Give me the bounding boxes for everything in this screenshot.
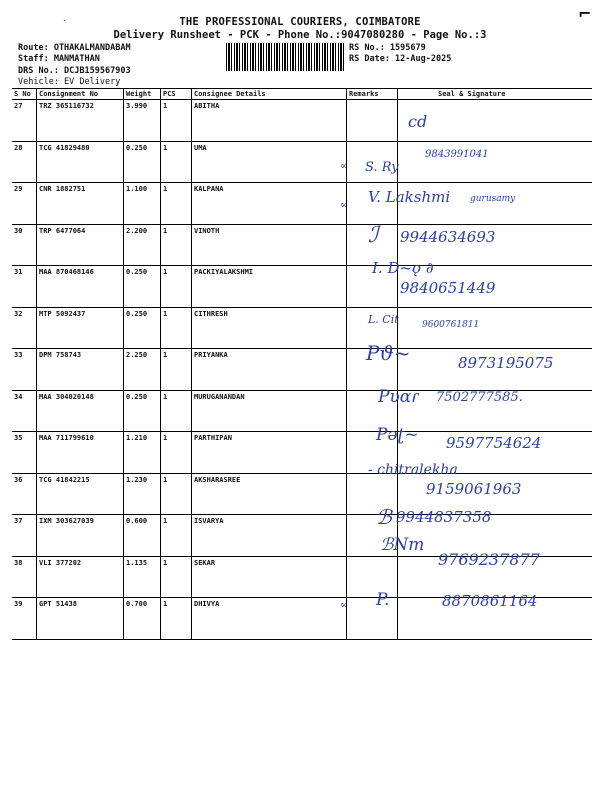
signature-row-35: Pǝʈ~ xyxy=(376,425,419,445)
table-row xyxy=(12,266,592,308)
phone-row-32: 9600761811 xyxy=(422,320,480,330)
rs-date: RS Date: 12-Aug-2025 xyxy=(349,54,452,64)
phone-row-33: 8973195075 xyxy=(458,354,554,372)
runsheet-subtitle: Delivery Runsheet - PCK - Phone No.:9047080280 - Page No.:3 xyxy=(113,29,487,41)
cell-cn: TRZ 365116732 xyxy=(37,100,124,142)
col-weight: Weight xyxy=(124,89,161,100)
cell-wt: 0.250 xyxy=(124,307,161,349)
cell-wt: 3.990 xyxy=(124,100,161,142)
rs-number: RS No.: 1595679 xyxy=(349,43,426,53)
table-row xyxy=(12,100,592,142)
phone-row-28: 9843991041 xyxy=(425,149,489,160)
staff-label: Staff: MANMATHAN xyxy=(18,54,100,64)
cell-sno: 34 xyxy=(12,390,37,432)
cell-cn: DPM 758743 xyxy=(37,349,124,391)
cell-pcs: 1 xyxy=(161,556,192,598)
signature-row-39: P. xyxy=(376,590,390,610)
page-corner-mark: ⌐ xyxy=(578,4,592,23)
col-pcs: PCS xyxy=(161,89,192,100)
route-label: Route: OTHAKALMANDABAM xyxy=(18,43,131,53)
signature-row-33: Pϑ~ xyxy=(366,341,411,365)
cell-wt: 0.250 xyxy=(124,390,161,432)
cell-name: AKSHARASREE xyxy=(192,473,347,515)
col-consignee: Consignee Details xyxy=(192,89,347,100)
cell-cn: MTP 5092437 xyxy=(37,307,124,349)
vehicle-label: Vehicle: EV Delivery xyxy=(18,77,121,87)
cell-sno: 32 xyxy=(12,307,37,349)
col-signature: Seal & Signature xyxy=(398,89,593,100)
cell-name: DHIVYA xyxy=(192,598,347,640)
scan-mark: · xyxy=(62,16,67,25)
cell-sno: 30 xyxy=(12,224,37,266)
cell-wt: 0.250 xyxy=(124,266,161,308)
cell-cn: MAA 711799610 xyxy=(37,432,124,474)
cell-name: SEKAR xyxy=(192,556,347,598)
cell-sno: 37 xyxy=(12,515,37,557)
cell-cn: CNR 1882751 xyxy=(37,183,124,225)
cell-pcs: 1 xyxy=(161,266,192,308)
cell-wt: 1.230 xyxy=(124,473,161,515)
cell-pcs: 1 xyxy=(161,349,192,391)
signature-row-34: Pʋɑɾ xyxy=(378,387,419,407)
signature-row-32: L. Cit xyxy=(368,313,399,326)
cell-sno: 36 xyxy=(12,473,37,515)
signature-row-31: I. D~ǫ ∂ xyxy=(372,259,434,277)
cell-pcs: 1 xyxy=(161,307,192,349)
phone-row-34: 7502777585. xyxy=(436,390,523,405)
cell-wt: 0.700 xyxy=(124,598,161,640)
phone-row-36: 9159061963 xyxy=(426,480,522,498)
cell-remark xyxy=(347,556,398,598)
phone-row-35: 9597754624 xyxy=(446,434,542,452)
table-row xyxy=(12,141,592,183)
cell-cn: GPT 51438 xyxy=(37,598,124,640)
cell-cn: TCG 41829480 xyxy=(37,141,124,183)
note-row-29: gurusamy xyxy=(470,194,516,204)
cell-name: ISVARYA xyxy=(192,515,347,557)
remark-tick-icon: ∝ xyxy=(340,600,347,611)
cell-wt: 0.250 xyxy=(124,141,161,183)
table-row xyxy=(12,307,592,349)
cell-pcs: 1 xyxy=(161,390,192,432)
cell-cn: VLI 377202 xyxy=(37,556,124,598)
cell-name: MURUGANANDAN xyxy=(192,390,347,432)
cell-name: CITHRESH xyxy=(192,307,347,349)
cell-pcs: 1 xyxy=(161,183,192,225)
cell-sno: 39 xyxy=(12,598,37,640)
signature-row-30: ℐ xyxy=(368,223,379,248)
cell-name: ABITHA xyxy=(192,100,347,142)
cell-name: UMA xyxy=(192,141,347,183)
cell-pcs: 1 xyxy=(161,598,192,640)
remark-tick-icon: ∝ xyxy=(340,161,347,172)
drs-number: DRS No.: DCJB159567903 xyxy=(18,66,131,76)
table-header-row xyxy=(12,89,592,100)
cell-sno: 29 xyxy=(12,183,37,225)
cell-sno: 38 xyxy=(12,556,37,598)
cell-wt: 0.600 xyxy=(124,515,161,557)
cell-sno: 31 xyxy=(12,266,37,308)
cell-pcs: 1 xyxy=(161,224,192,266)
phone-row-37: 9944837358 xyxy=(396,508,492,526)
cell-pcs: 1 xyxy=(161,432,192,474)
cell-pcs: 1 xyxy=(161,515,192,557)
col-sno: S No xyxy=(12,89,37,100)
table-row xyxy=(12,224,592,266)
col-consignment: Consignment No xyxy=(37,89,124,100)
phone-row-39: 8870861164 xyxy=(442,592,538,610)
cell-pcs: 1 xyxy=(161,141,192,183)
cell-wt: 1.210 xyxy=(124,432,161,474)
cell-name: VINOTH xyxy=(192,224,347,266)
cell-cn: MAA 870468146 xyxy=(37,266,124,308)
cell-cn: MAA 304020148 xyxy=(37,390,124,432)
cell-cn: TRP 6477064 xyxy=(37,224,124,266)
cell-cn: TCG 41842215 xyxy=(37,473,124,515)
cell-cn: IXM 303627039 xyxy=(37,515,124,557)
cell-name: PACKIYALAKSHMI xyxy=(192,266,347,308)
signature-row-27: cd xyxy=(408,112,428,131)
signature-row-28: S. Ry xyxy=(365,160,399,175)
cell-wt: 1.135 xyxy=(124,556,161,598)
cell-name: PRIYANKA xyxy=(192,349,347,391)
signature-row-36: - chitralekha xyxy=(368,462,458,478)
phone-row-30: 9944634693 xyxy=(400,228,496,246)
cell-wt: 2.200 xyxy=(124,224,161,266)
cell-wt: 1.100 xyxy=(124,183,161,225)
phone-row-38: 9769237877 xyxy=(438,550,540,569)
signature-row-37: ℬ xyxy=(376,505,392,529)
cell-sno: 28 xyxy=(12,141,37,183)
cell-remark xyxy=(347,100,398,142)
signature-row-38: ℬNm xyxy=(380,535,425,555)
cell-name: KALPANA xyxy=(192,183,347,225)
cell-sig xyxy=(398,141,593,183)
barcode-icon xyxy=(226,43,344,71)
cell-remark xyxy=(347,598,398,640)
cell-wt: 2.250 xyxy=(124,349,161,391)
company-title: THE PROFESSIONAL COURIERS, COIMBATORE xyxy=(179,16,421,28)
cell-name: PARTHIPAN xyxy=(192,432,347,474)
phone-row-31: 9840651449 xyxy=(400,279,496,297)
cell-sno: 35 xyxy=(12,432,37,474)
remark-tick-icon: ∝ xyxy=(340,200,347,211)
cell-sno: 33 xyxy=(12,349,37,391)
cell-pcs: 1 xyxy=(161,473,192,515)
signature-row-29: V. Lakshmi xyxy=(368,188,451,206)
cell-pcs: 1 xyxy=(161,100,192,142)
cell-sno: 27 xyxy=(12,100,37,142)
col-remarks: Remarks xyxy=(347,89,398,100)
